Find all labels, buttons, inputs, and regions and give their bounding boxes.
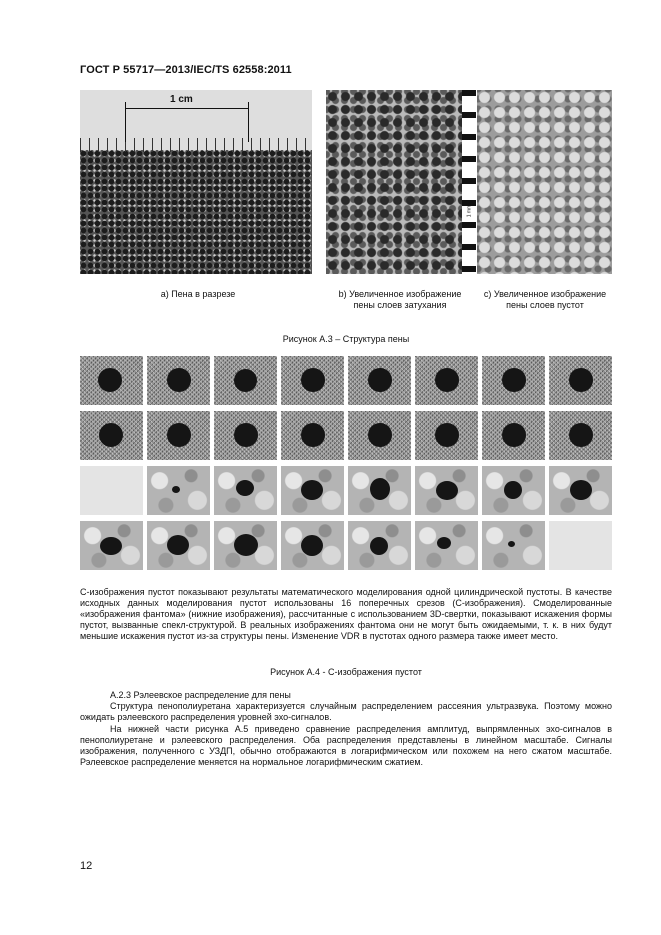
c-scan-tile <box>549 411 612 460</box>
phantom-tile <box>415 466 478 515</box>
foam-void-layer-photo <box>477 90 612 274</box>
figure-a4-title: Рисунок А.4 - С-изображения пустот <box>270 667 422 677</box>
phantom-tile <box>80 521 143 570</box>
c-scan-tile <box>281 356 344 405</box>
c-scan-tile <box>80 411 143 460</box>
scale-bar-right-tick <box>248 102 249 142</box>
c-scan-tile <box>549 356 612 405</box>
foam-cross-section <box>80 150 312 274</box>
figure-a4-note-text: С-изображения пустот показывают результаты математического моделирования одной цилиндрической пустоты. В качестве исходных данных моделирования пустот использованы 16 поперечных срезов (С-изображения). Смоделированные «изображения фантома» (нижние изображения), рассчитанные с использованием 3D-свертки, показывают искажения формы пустот, вызванные спекл-структурой. В реальных изображениях фантома они не могут быть ожидаемыми, т. к. в них будут меньшие искажения пустот из-за структуры пены. Изменение VDR в пустотах одного размера также имеет место. <box>80 587 612 641</box>
ruler-strip <box>462 90 476 274</box>
page-number: 12 <box>80 860 93 872</box>
phantom-tile <box>147 466 210 515</box>
c-scan-tile <box>348 411 411 460</box>
phantom-tile <box>281 466 344 515</box>
phantom-tile <box>482 466 545 515</box>
c-scan-tile <box>147 411 210 460</box>
ruler-label: 1 mm <box>466 204 473 218</box>
phantom-tile <box>549 521 612 570</box>
c-scan-tile <box>482 356 545 405</box>
c-scan-tile <box>147 356 210 405</box>
section-heading: А.2.3 Рэлеевское распределение для пены <box>110 690 291 700</box>
section-paragraph-1-text: Структура пенополиуретана характеризуется случайным распределением рассеяния ультразвука. Поэтому можно ожидать рэлеевского распределения уровней эхо-сигналов. <box>80 701 612 722</box>
c-scan-tile <box>214 356 277 405</box>
phantom-tile <box>147 521 210 570</box>
phantom-tile <box>482 521 545 570</box>
phantom-tile <box>415 521 478 570</box>
caption-b: b) Увеличенное изображение пены слоев затухания <box>338 289 462 310</box>
phantom-tile <box>281 521 344 570</box>
section-paragraph-2 <box>80 724 612 768</box>
phantom-tile <box>214 466 277 515</box>
c-scan-tile <box>348 356 411 405</box>
scale-bar-label: 1 cm <box>170 94 193 105</box>
caption-a: а) Пена в разрезе <box>160 289 236 299</box>
document-header: ГОСТ Р 55717—2013/IEC/TS 62558:2011 <box>80 64 292 76</box>
scale-bar-left-tick <box>125 102 126 142</box>
c-scan-tile <box>415 411 478 460</box>
figure-a3-title: Рисунок А.3 – Структура пены <box>282 334 410 344</box>
phantom-tile <box>348 521 411 570</box>
ruler-ticks <box>80 138 312 152</box>
section-paragraph-2-text: На нижней части рисунка А.5 приведено сравнение распределения амплитуд, выпрямленных эхо-сигналов в пенополиуретане и рэлеевского распределения. Оба распределения представлены в линейном масштабе. Сигналы изображения, полученного с УЗДП, обычно отображаются в логарифмическом или похожем на него сжатом масштабе. Рэлеевское распределение меняется на нормальное логарифмическим сжатием. <box>80 724 612 767</box>
phantom-tile <box>348 466 411 515</box>
scale-bar <box>125 108 249 109</box>
c-scan-tile <box>482 411 545 460</box>
phantom-tile <box>214 521 277 570</box>
phantom-tile <box>549 466 612 515</box>
foam-attenuation-layer-photo <box>326 90 462 274</box>
caption-c: с) Увеличенное изображение пены слоев пустот <box>483 289 607 310</box>
c-scan-tile <box>415 356 478 405</box>
figure-a4-note <box>80 587 612 642</box>
section-paragraph-1 <box>80 701 612 723</box>
phantom-tile <box>80 466 143 515</box>
c-scan-grid <box>80 356 612 571</box>
c-scan-tile <box>214 411 277 460</box>
foam-section-photo <box>80 90 312 274</box>
c-scan-tile <box>80 356 143 405</box>
c-scan-tile <box>281 411 344 460</box>
